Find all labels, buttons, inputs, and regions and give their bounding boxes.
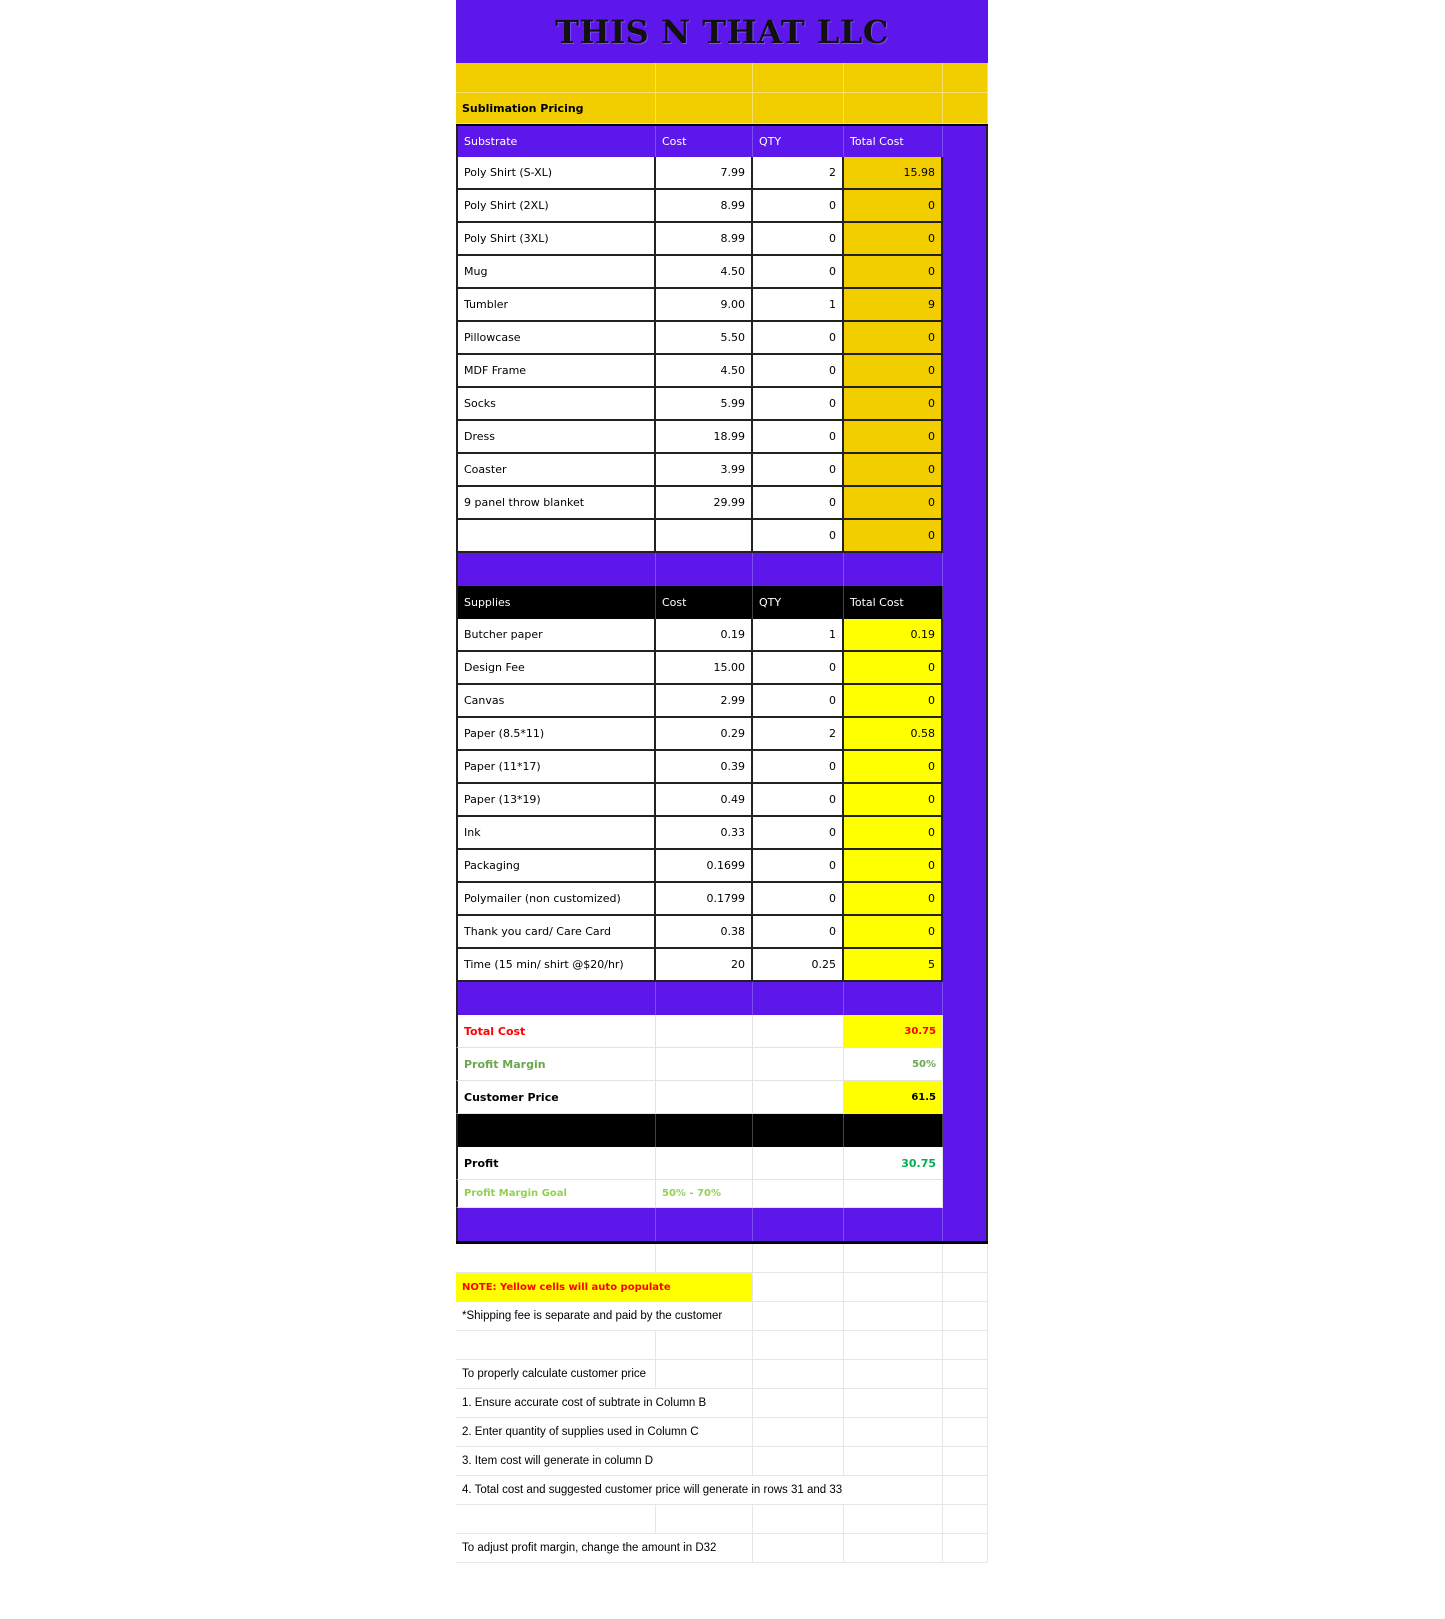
cell[interactable] bbox=[844, 1389, 943, 1418]
cell[interactable] bbox=[943, 487, 988, 520]
profit-value[interactable]: 30.75 bbox=[844, 1147, 943, 1180]
total-cost-row bbox=[456, 1015, 988, 1048]
cell[interactable] bbox=[753, 1505, 844, 1534]
substrate-header-row bbox=[456, 124, 988, 157]
cost-cell[interactable]: 4.50 bbox=[656, 256, 753, 289]
cell[interactable] bbox=[943, 322, 988, 355]
qty-cell[interactable]: 0 bbox=[753, 817, 844, 850]
cell[interactable] bbox=[456, 982, 656, 1015]
qty-cell[interactable]: 0 bbox=[753, 883, 844, 916]
title-banner[interactable] bbox=[456, 0, 988, 63]
cost-cell[interactable]: 18.99 bbox=[656, 421, 753, 454]
supply-row bbox=[456, 685, 988, 718]
cost-cell[interactable]: 8.99 bbox=[656, 223, 753, 256]
cell[interactable] bbox=[753, 1418, 844, 1447]
cost-cell[interactable]: 29.99 bbox=[656, 487, 753, 520]
qty-cell[interactable]: 0 bbox=[753, 223, 844, 256]
substrate-row bbox=[456, 223, 988, 256]
profit-margin-input[interactable]: 50% bbox=[844, 1048, 943, 1081]
total-cost-cell[interactable]: 9 bbox=[844, 289, 943, 322]
instructions-title[interactable]: To properly calculate customer price bbox=[456, 1360, 656, 1389]
instruction-text[interactable]: 4. Total cost and suggested customer price will generate in rows 31 and 33 bbox=[456, 1476, 943, 1505]
supplies-header-row bbox=[456, 586, 988, 619]
instructions-title-row bbox=[456, 1360, 988, 1389]
cell[interactable] bbox=[943, 1389, 988, 1418]
cell[interactable] bbox=[656, 1147, 753, 1180]
header-substrate[interactable]: Substrate bbox=[456, 126, 656, 157]
instruction-text[interactable]: 1. Ensure accurate cost of subtrate in Column B bbox=[456, 1389, 753, 1418]
qty-cell[interactable]: 0 bbox=[753, 454, 844, 487]
cost-cell[interactable]: 0.29 bbox=[656, 718, 753, 751]
cell[interactable] bbox=[943, 1302, 988, 1331]
cell[interactable] bbox=[943, 1534, 988, 1563]
substrate-row bbox=[456, 157, 988, 190]
shipping-note[interactable]: *Shipping fee is separate and paid by the customer bbox=[456, 1302, 753, 1331]
cell[interactable] bbox=[753, 1081, 844, 1114]
header-qty[interactable]: QTY bbox=[753, 586, 844, 619]
cell[interactable] bbox=[943, 586, 988, 619]
item-name-cell[interactable]: Ink bbox=[456, 817, 656, 850]
cell[interactable] bbox=[943, 454, 988, 487]
cell[interactable] bbox=[844, 1534, 943, 1563]
instruction-step-1 bbox=[456, 1389, 988, 1418]
spreadsheet bbox=[456, 0, 988, 1563]
customer-price-label[interactable]: Customer Price bbox=[456, 1081, 656, 1114]
item-name-cell[interactable] bbox=[456, 520, 656, 553]
instruction-step-3 bbox=[456, 1447, 988, 1476]
customer-price-value[interactable]: 61.5 bbox=[844, 1081, 943, 1114]
qty-cell[interactable]: 0 bbox=[753, 355, 844, 388]
cell[interactable] bbox=[943, 1180, 988, 1208]
item-name-cell[interactable]: Design Fee bbox=[456, 652, 656, 685]
substrate-row bbox=[456, 256, 988, 289]
item-name-cell[interactable]: MDF Frame bbox=[456, 355, 656, 388]
cell[interactable] bbox=[656, 1360, 753, 1389]
cell[interactable] bbox=[943, 256, 988, 289]
substrate-row bbox=[456, 190, 988, 223]
cost-cell[interactable]: 0.1799 bbox=[656, 883, 753, 916]
cell[interactable] bbox=[656, 553, 753, 586]
total-cost-cell[interactable]: 0 bbox=[844, 685, 943, 718]
cell[interactable] bbox=[943, 520, 988, 553]
customer-price-row bbox=[456, 1081, 988, 1114]
total-cost-cell[interactable]: 0 bbox=[844, 190, 943, 223]
qty-cell[interactable]: 0 bbox=[753, 487, 844, 520]
item-name-cell[interactable]: Packaging bbox=[456, 850, 656, 883]
cost-cell[interactable] bbox=[656, 520, 753, 553]
cell[interactable] bbox=[943, 1505, 988, 1534]
qty-cell[interactable]: 0 bbox=[753, 520, 844, 553]
cell[interactable] bbox=[844, 1273, 943, 1302]
total-cost-label[interactable]: Total Cost bbox=[456, 1015, 656, 1048]
item-name-cell[interactable]: Dress bbox=[456, 421, 656, 454]
profit-label[interactable]: Profit bbox=[456, 1147, 656, 1180]
cell[interactable] bbox=[943, 1447, 988, 1476]
qty-cell[interactable]: 1 bbox=[753, 619, 844, 652]
cell[interactable] bbox=[656, 1048, 753, 1081]
cell[interactable] bbox=[943, 1331, 988, 1360]
cost-cell[interactable]: 0.49 bbox=[656, 784, 753, 817]
profit-goal-label[interactable]: Profit Margin Goal bbox=[456, 1180, 656, 1208]
header-total-cost[interactable]: Total Cost bbox=[844, 586, 943, 619]
purple-spacer-row bbox=[456, 553, 988, 586]
cell[interactable] bbox=[943, 1208, 988, 1241]
supply-row bbox=[456, 850, 988, 883]
cell[interactable] bbox=[943, 883, 988, 916]
cost-cell[interactable]: 0.39 bbox=[656, 751, 753, 784]
cell[interactable] bbox=[844, 1418, 943, 1447]
cell[interactable] bbox=[943, 1114, 988, 1147]
cell[interactable] bbox=[943, 784, 988, 817]
item-name-cell[interactable]: Butcher paper bbox=[456, 619, 656, 652]
substrate-rows bbox=[456, 157, 988, 553]
cell[interactable] bbox=[943, 1244, 988, 1273]
cell[interactable] bbox=[943, 1360, 988, 1389]
cell[interactable] bbox=[753, 1180, 844, 1208]
total-cost-cell[interactable]: 0 bbox=[844, 322, 943, 355]
cost-cell[interactable]: 0.38 bbox=[656, 916, 753, 949]
cost-cell[interactable]: 2.99 bbox=[656, 685, 753, 718]
cell[interactable] bbox=[753, 1389, 844, 1418]
cell[interactable] bbox=[844, 1360, 943, 1389]
cell[interactable] bbox=[753, 1447, 844, 1476]
cost-cell[interactable]: 8.99 bbox=[656, 190, 753, 223]
supply-row bbox=[456, 751, 988, 784]
supply-row bbox=[456, 883, 988, 916]
profit-goal-row bbox=[456, 1180, 988, 1208]
cell[interactable] bbox=[456, 1505, 656, 1534]
cell[interactable] bbox=[943, 1048, 988, 1081]
item-name-cell[interactable]: 9 panel throw blanket bbox=[456, 487, 656, 520]
qty-cell[interactable]: 0 bbox=[753, 256, 844, 289]
total-cost-cell[interactable]: 0 bbox=[844, 388, 943, 421]
cell[interactable] bbox=[656, 982, 753, 1015]
profit-row bbox=[456, 1147, 988, 1180]
cell[interactable] bbox=[943, 93, 988, 124]
adjust-margin-row bbox=[456, 1534, 988, 1563]
total-cost-cell[interactable]: 0 bbox=[844, 454, 943, 487]
substrate-row bbox=[456, 487, 988, 520]
item-name-cell[interactable]: Time (15 min/ shirt @$20/hr) bbox=[456, 949, 656, 982]
header-supplies[interactable]: Supplies bbox=[456, 586, 656, 619]
section-label[interactable]: Sublimation Pricing bbox=[456, 93, 656, 124]
qty-cell[interactable]: 2 bbox=[753, 718, 844, 751]
total-cost-cell[interactable]: 0 bbox=[844, 916, 943, 949]
cell[interactable] bbox=[753, 1360, 844, 1389]
item-name-cell[interactable]: Poly Shirt (3XL) bbox=[456, 223, 656, 256]
purple-spacer-row bbox=[456, 982, 988, 1015]
cell[interactable] bbox=[943, 1476, 988, 1505]
adjust-margin-note[interactable]: To adjust profit margin, change the amount in D32 bbox=[456, 1534, 753, 1563]
total-cost-cell[interactable]: 0 bbox=[844, 784, 943, 817]
cell[interactable] bbox=[943, 850, 988, 883]
supply-row bbox=[456, 784, 988, 817]
cell[interactable] bbox=[943, 751, 988, 784]
total-cost-cell[interactable]: 0 bbox=[844, 817, 943, 850]
cell[interactable] bbox=[943, 718, 988, 751]
cost-cell[interactable]: 15.00 bbox=[656, 652, 753, 685]
cell[interactable] bbox=[456, 553, 656, 586]
total-cost-cell[interactable]: 5 bbox=[844, 949, 943, 982]
cell[interactable] bbox=[844, 1208, 943, 1241]
cost-cell[interactable]: 0.1699 bbox=[656, 850, 753, 883]
cell[interactable] bbox=[943, 1418, 988, 1447]
cell[interactable] bbox=[943, 1081, 988, 1114]
total-cost-cell[interactable]: 0 bbox=[844, 355, 943, 388]
instruction-step-2 bbox=[456, 1418, 988, 1447]
cell[interactable] bbox=[753, 1048, 844, 1081]
item-name-cell[interactable]: Canvas bbox=[456, 685, 656, 718]
cell[interactable] bbox=[456, 1244, 656, 1273]
cell[interactable] bbox=[753, 553, 844, 586]
qty-cell[interactable]: 0 bbox=[753, 388, 844, 421]
qty-cell[interactable]: 0 bbox=[753, 685, 844, 718]
total-cost-cell[interactable]: 0 bbox=[844, 883, 943, 916]
cell[interactable] bbox=[753, 1331, 844, 1360]
cell[interactable] bbox=[456, 1331, 656, 1360]
qty-cell[interactable]: 1 bbox=[753, 289, 844, 322]
cell[interactable] bbox=[656, 1208, 753, 1241]
cost-cell[interactable]: 3.99 bbox=[656, 454, 753, 487]
substrate-row bbox=[456, 322, 988, 355]
cell[interactable] bbox=[943, 949, 988, 982]
substrate-row bbox=[456, 388, 988, 421]
cell[interactable] bbox=[943, 1147, 988, 1180]
cell[interactable] bbox=[943, 63, 988, 93]
cell[interactable] bbox=[753, 1208, 844, 1241]
cell[interactable] bbox=[943, 685, 988, 718]
notes-section bbox=[456, 1244, 988, 1563]
substrate-row bbox=[456, 520, 988, 553]
supply-row bbox=[456, 619, 988, 652]
cell[interactable] bbox=[943, 126, 988, 157]
item-name-cell[interactable]: Coaster bbox=[456, 454, 656, 487]
black-divider-row bbox=[456, 1114, 988, 1147]
cost-cell[interactable]: 5.99 bbox=[656, 388, 753, 421]
supply-row bbox=[456, 718, 988, 751]
cell[interactable] bbox=[656, 93, 753, 124]
qty-cell[interactable]: 0 bbox=[753, 784, 844, 817]
total-cost-cell[interactable]: 0 bbox=[844, 520, 943, 553]
cell[interactable] bbox=[753, 1015, 844, 1048]
total-cost-cell[interactable]: 0.19 bbox=[844, 619, 943, 652]
cell[interactable] bbox=[844, 1447, 943, 1476]
cell[interactable] bbox=[943, 289, 988, 322]
header-total-cost[interactable]: Total Cost bbox=[844, 126, 943, 157]
total-cost-cell[interactable]: 0 bbox=[844, 487, 943, 520]
auto-populate-note[interactable]: NOTE: Yellow cells will auto populate bbox=[456, 1273, 753, 1302]
qty-cell[interactable]: 0 bbox=[753, 421, 844, 454]
purple-footer-row bbox=[456, 1208, 988, 1244]
cost-cell[interactable]: 0.19 bbox=[656, 619, 753, 652]
cell[interactable] bbox=[943, 223, 988, 256]
item-name-cell[interactable]: Socks bbox=[456, 388, 656, 421]
substrate-row bbox=[456, 355, 988, 388]
cell[interactable] bbox=[943, 1015, 988, 1048]
cell[interactable] bbox=[844, 1114, 943, 1147]
total-cost-cell[interactable]: 15.98 bbox=[844, 157, 943, 190]
cell[interactable] bbox=[753, 63, 844, 93]
total-cost-value[interactable]: 30.75 bbox=[844, 1015, 943, 1048]
supply-row bbox=[456, 817, 988, 850]
cell[interactable] bbox=[753, 1114, 844, 1147]
profit-margin-label[interactable]: Profit Margin bbox=[456, 1048, 656, 1081]
item-name-cell[interactable]: Mug bbox=[456, 256, 656, 289]
cell[interactable] bbox=[943, 619, 988, 652]
cell[interactable] bbox=[456, 1114, 656, 1147]
cost-cell[interactable]: 7.99 bbox=[656, 157, 753, 190]
cell[interactable] bbox=[844, 93, 943, 124]
total-cost-cell[interactable]: 0.58 bbox=[844, 718, 943, 751]
section-label-row bbox=[456, 93, 988, 124]
cell[interactable] bbox=[656, 1015, 753, 1048]
total-cost-cell[interactable]: 0 bbox=[844, 751, 943, 784]
cell[interactable] bbox=[943, 355, 988, 388]
item-name-cell[interactable]: Tumbler bbox=[456, 289, 656, 322]
cell[interactable] bbox=[753, 1534, 844, 1563]
instruction-step-4 bbox=[456, 1476, 988, 1505]
cell[interactable] bbox=[844, 982, 943, 1015]
supply-row bbox=[456, 652, 988, 685]
qty-cell[interactable]: 0 bbox=[753, 850, 844, 883]
header-cost[interactable]: Cost bbox=[656, 126, 753, 157]
cell[interactable] bbox=[844, 1331, 943, 1360]
cell[interactable] bbox=[844, 1244, 943, 1273]
cell[interactable] bbox=[943, 982, 988, 1015]
cell[interactable] bbox=[943, 916, 988, 949]
substrate-row bbox=[456, 289, 988, 322]
company-title: THIS N THAT LLC bbox=[555, 12, 889, 51]
cell[interactable] bbox=[753, 1147, 844, 1180]
profit-goal-value[interactable]: 50% - 70% bbox=[656, 1180, 753, 1208]
instruction-text[interactable]: 3. Item cost will generate in column D bbox=[456, 1447, 753, 1476]
item-name-cell[interactable]: Paper (8.5*11) bbox=[456, 718, 656, 751]
cost-cell[interactable]: 0.33 bbox=[656, 817, 753, 850]
header-qty[interactable]: QTY bbox=[753, 126, 844, 157]
cell[interactable] bbox=[844, 553, 943, 586]
substrate-row bbox=[456, 421, 988, 454]
item-name-cell[interactable]: Polymailer (non customized) bbox=[456, 883, 656, 916]
qty-cell[interactable]: 0 bbox=[753, 190, 844, 223]
cell[interactable] bbox=[943, 190, 988, 223]
substrate-row bbox=[456, 454, 988, 487]
empty-row bbox=[456, 1505, 988, 1534]
cell[interactable] bbox=[844, 1505, 943, 1534]
cell[interactable] bbox=[753, 1244, 844, 1273]
cell[interactable] bbox=[943, 817, 988, 850]
total-cost-cell[interactable]: 0 bbox=[844, 256, 943, 289]
supply-row bbox=[456, 916, 988, 949]
shipping-row bbox=[456, 1302, 988, 1331]
cell[interactable] bbox=[943, 421, 988, 454]
qty-cell[interactable]: 0 bbox=[753, 916, 844, 949]
cell[interactable] bbox=[753, 982, 844, 1015]
cell[interactable] bbox=[656, 1114, 753, 1147]
cell[interactable] bbox=[844, 1302, 943, 1331]
cell[interactable] bbox=[943, 388, 988, 421]
total-cost-cell[interactable]: 0 bbox=[844, 850, 943, 883]
qty-cell[interactable]: 2 bbox=[753, 157, 844, 190]
supplies-rows bbox=[456, 619, 988, 982]
qty-cell[interactable]: 0.25 bbox=[753, 949, 844, 982]
cell[interactable] bbox=[943, 1273, 988, 1302]
instruction-text[interactable]: 2. Enter quantity of supplies used in Column C bbox=[456, 1418, 753, 1447]
qty-cell[interactable]: 0 bbox=[753, 652, 844, 685]
cell[interactable] bbox=[656, 1505, 753, 1534]
supply-row bbox=[456, 949, 988, 982]
qty-cell[interactable]: 0 bbox=[753, 751, 844, 784]
cell[interactable] bbox=[844, 1180, 943, 1208]
item-name-cell[interactable]: Poly Shirt (2XL) bbox=[456, 190, 656, 223]
empty-row bbox=[456, 1331, 988, 1360]
note-row bbox=[456, 1273, 988, 1302]
total-cost-cell[interactable]: 0 bbox=[844, 652, 943, 685]
cell[interactable] bbox=[753, 93, 844, 124]
yellow-band-row-empty bbox=[456, 63, 988, 93]
cell[interactable] bbox=[844, 63, 943, 93]
cost-cell[interactable]: 4.50 bbox=[656, 355, 753, 388]
cost-cell[interactable]: 20 bbox=[656, 949, 753, 982]
profit-margin-row bbox=[456, 1048, 988, 1081]
empty-row bbox=[456, 1244, 988, 1273]
cost-cell[interactable]: 5.50 bbox=[656, 322, 753, 355]
cell[interactable] bbox=[456, 1208, 656, 1241]
cell[interactable] bbox=[943, 157, 988, 190]
total-cost-cell[interactable]: 0 bbox=[844, 421, 943, 454]
cell[interactable] bbox=[656, 1244, 753, 1273]
item-name-cell[interactable]: Poly Shirt (S-XL) bbox=[456, 157, 656, 190]
item-name-cell[interactable]: Thank you card/ Care Card bbox=[456, 916, 656, 949]
cell[interactable] bbox=[753, 1302, 844, 1331]
cell[interactable] bbox=[656, 1331, 753, 1360]
cell[interactable] bbox=[943, 553, 988, 586]
cell[interactable] bbox=[456, 63, 656, 93]
item-name-cell[interactable]: Paper (13*19) bbox=[456, 784, 656, 817]
cost-cell[interactable]: 9.00 bbox=[656, 289, 753, 322]
cell[interactable] bbox=[943, 652, 988, 685]
item-name-cell[interactable]: Pillowcase bbox=[456, 322, 656, 355]
cell[interactable] bbox=[656, 63, 753, 93]
total-cost-cell[interactable]: 0 bbox=[844, 223, 943, 256]
qty-cell[interactable]: 0 bbox=[753, 322, 844, 355]
cell[interactable] bbox=[656, 1081, 753, 1114]
cell[interactable] bbox=[753, 1273, 844, 1302]
header-cost[interactable]: Cost bbox=[656, 586, 753, 619]
item-name-cell[interactable]: Paper (11*17) bbox=[456, 751, 656, 784]
